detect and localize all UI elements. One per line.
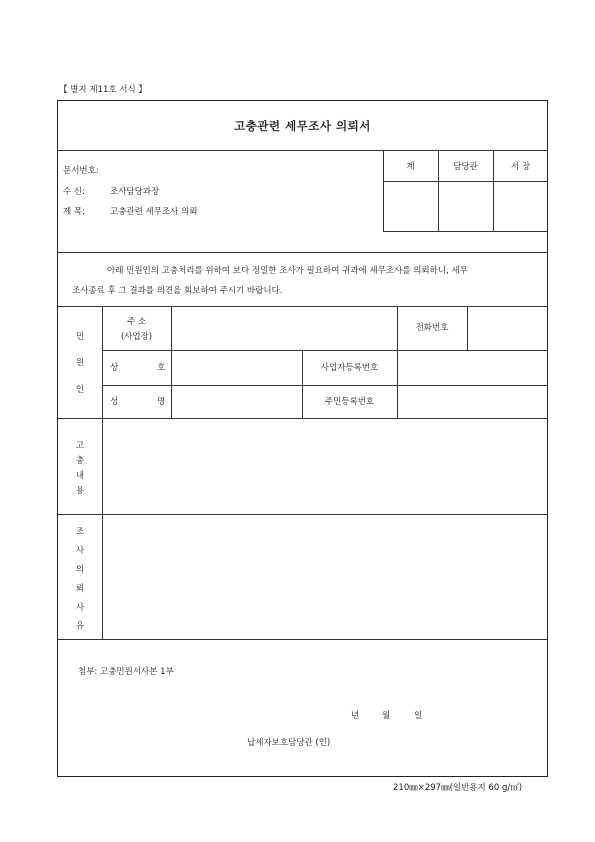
address-sub-label: (사업장) [120, 332, 153, 342]
recipient-label: 수 신: [63, 187, 85, 197]
trade-name-label-part2: 호 [157, 363, 166, 373]
recipient-value: 조사담당과장 [110, 187, 160, 197]
date-day: 일 [414, 711, 423, 721]
subject-label: 제 목: [63, 207, 85, 217]
header-divider [57, 252, 548, 253]
date-year: 년 [351, 711, 360, 721]
business-reg-field[interactable] [398, 351, 548, 385]
approval-col-clerk: 계 [406, 162, 415, 172]
reason-char-1: 조 [75, 527, 85, 537]
approval-col-head: 서 장 [510, 162, 531, 172]
trade-name-field[interactable] [172, 351, 302, 385]
doc-number-label: 문서번호: [63, 166, 99, 176]
reason-char-4: 뢰 [75, 584, 85, 594]
phone-label: 전화번호 [415, 323, 449, 333]
reason-char-5: 사 [75, 603, 85, 613]
phone-field[interactable] [468, 307, 548, 350]
name-label-part2: 명 [157, 397, 166, 407]
petitioner-char-3: 인 [75, 385, 85, 395]
petitioner-char-2: 원 [75, 358, 85, 368]
reason-divider [57, 639, 548, 640]
attachment-note: 첨부: 고충민원서사본 1부 [78, 667, 174, 677]
business-reg-label: 사업자등록번호 [320, 363, 379, 373]
form-number-tag: 【 별지 제11호 서식 】 [59, 85, 147, 95]
reason-char-3: 의 [75, 565, 85, 575]
approval-sign-head[interactable] [494, 182, 548, 231]
petitioner-char-1: 민 [75, 332, 85, 342]
paper-spec: 210㎜×297㎜(일반용지 60 g/㎡) [393, 783, 523, 793]
grievance-char-3: 내 [75, 471, 85, 481]
grievance-content-field[interactable] [103, 419, 548, 514]
approval-sign-officer[interactable] [439, 182, 493, 231]
address-field[interactable] [172, 307, 397, 350]
approval-sign-clerk[interactable] [384, 182, 438, 231]
grievance-char-2: 충 [75, 456, 85, 466]
signature-line: 납세자보호담당관 (인) [247, 738, 331, 748]
name-label-part1: 성 [110, 397, 119, 407]
resident-reg-label: 주민등록번호 [324, 397, 375, 407]
reason-char-2: 사 [75, 546, 85, 556]
resident-reg-field[interactable] [398, 386, 548, 418]
form-title: 고충관련 세무조사 의뢰서 [234, 119, 371, 133]
date-month: 월 [382, 711, 391, 721]
grievance-char-1: 고 [75, 441, 85, 451]
approval-col-officer: 담당관 [453, 162, 478, 172]
title-divider [57, 150, 548, 151]
body-text-line-1: 아래 민원인의 고충처리를 위하여 보다 정밀한 조사가 필요하여 귀과에 세무조사를 의뢰하니, 세무 [107, 266, 468, 276]
grievance-char-4: 용 [75, 486, 85, 496]
body-text-line-2: 조사종료 후 그 결과를 의견을 회보하여 주시기 바랍니다. [72, 286, 283, 296]
reason-content-field[interactable] [103, 515, 548, 639]
address-label: 주 소 [126, 317, 147, 327]
subject-value: 고충관련 세무조사 의뢰 [110, 207, 198, 217]
name-field[interactable] [172, 386, 302, 418]
trade-name-label-part1: 상 [110, 363, 119, 373]
reason-char-6: 유 [75, 621, 85, 631]
